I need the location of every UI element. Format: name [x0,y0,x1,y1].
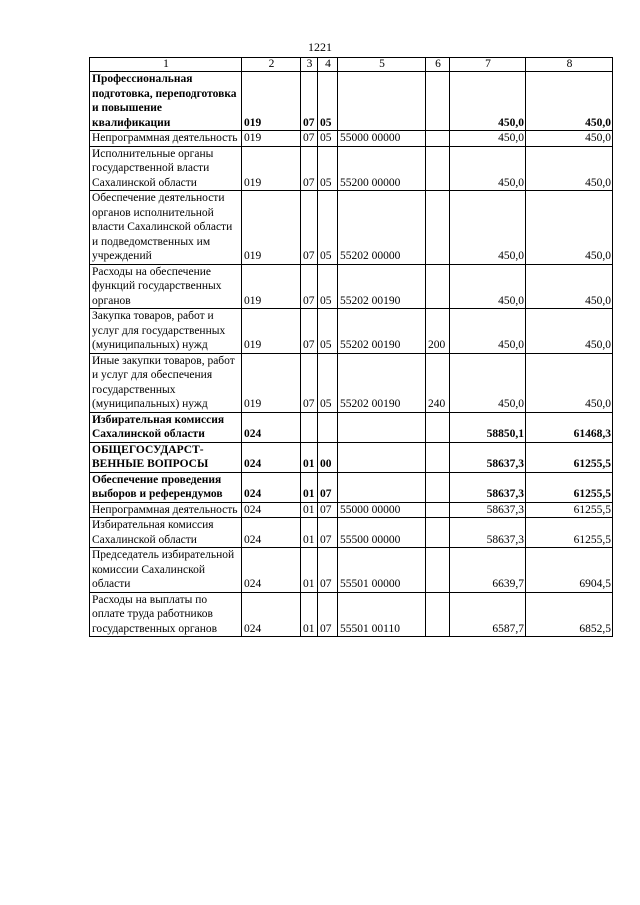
expense-type-code [426,502,450,518]
expense-type-code [426,72,450,131]
section-code: 07 [301,191,318,265]
table-row [90,309,613,354]
page-number: 1221 [308,40,332,54]
row-name: Расходы на выплаты по оплате труда работников государственных органов [90,592,242,637]
section-code: 07 [301,353,318,412]
amount-year-1: 450,0 [450,309,526,354]
subsection-code: 07 [318,548,338,593]
amount-year-1: 58850,1 [450,412,526,442]
column-header: 4 [318,58,338,72]
section-code: 07 [301,264,318,309]
amount-year-2: 450,0 [526,191,613,265]
expense-type-code: 200 [426,309,450,354]
subsection-code: 05 [318,353,338,412]
row-name: Обеспечение проведения выборов и референдумов [90,472,242,502]
amount-year-1: 450,0 [450,264,526,309]
amount-year-2: 450,0 [526,72,613,131]
admin-code: 019 [242,131,301,147]
table-row [90,131,613,147]
expense-type-code [426,191,450,265]
admin-code: 019 [242,264,301,309]
subsection-code [318,412,338,442]
subsection-code: 07 [318,592,338,637]
section-code: 01 [301,442,318,472]
column-header: 1 [90,58,242,72]
section-code: 07 [301,72,318,131]
table-row [90,264,613,309]
admin-code: 019 [242,72,301,131]
expense-type-code [426,146,450,191]
section-code: 01 [301,592,318,637]
subsection-code: 05 [318,309,338,354]
amount-year-2: 6904,5 [526,548,613,593]
target-article-code: 55501 00000 [338,548,426,593]
section-code: 07 [301,131,318,147]
section-code [301,412,318,442]
table-row [90,146,613,191]
target-article-code [338,72,426,131]
section-code: 01 [301,502,318,518]
subsection-code: 05 [318,131,338,147]
target-article-code: 55202 00190 [338,309,426,354]
amount-year-2: 61255,5 [526,472,613,502]
subsection-code: 05 [318,146,338,191]
table-row [90,592,613,637]
target-article-code [338,412,426,442]
expense-type-code [426,412,450,442]
row-name: Избирательная комиссия Сахалинской области [90,412,242,442]
amount-year-1: 58637,3 [450,518,526,548]
admin-code: 024 [242,592,301,637]
column-header: 5 [338,58,426,72]
target-article-code: 55501 00110 [338,592,426,637]
table-row [90,412,613,442]
row-name: Иные закупки товаров, работ и услуг для обеспечения государственных (муниципальных) нужд [90,353,242,412]
amount-year-2: 61255,5 [526,502,613,518]
admin-code: 019 [242,353,301,412]
column-header: 8 [526,58,613,72]
subsection-code: 07 [318,502,338,518]
table-row [90,502,613,518]
admin-code: 019 [242,191,301,265]
table-row [90,353,613,412]
amount-year-2: 61255,5 [526,442,613,472]
target-article-code: 55202 00190 [338,264,426,309]
row-name: Председатель избирательной комиссии Сахалинской области [90,548,242,593]
amount-year-1: 58637,3 [450,472,526,502]
amount-year-2: 450,0 [526,353,613,412]
table-row [90,191,613,265]
amount-year-2: 450,0 [526,309,613,354]
row-name: Закупка товаров, работ и услуг для государственных (муниципальных) нужд [90,309,242,354]
amount-year-1: 450,0 [450,131,526,147]
admin-code: 024 [242,548,301,593]
subsection-code: 05 [318,264,338,309]
target-article-code: 55202 00000 [338,191,426,265]
amount-year-1: 6587,7 [450,592,526,637]
expense-type-code: 240 [426,353,450,412]
row-name: Избирательная комиссия Сахалинской области [90,518,242,548]
section-code: 01 [301,548,318,593]
target-article-code: 55200 00000 [338,146,426,191]
admin-code: 024 [242,518,301,548]
expense-type-code [426,592,450,637]
table-row [90,72,613,131]
row-name: Непрограммная деятельность [90,131,242,147]
amount-year-1: 58637,3 [450,502,526,518]
target-article-code: 55000 00000 [338,131,426,147]
header-row [90,58,613,72]
subsection-code: 05 [318,72,338,131]
admin-code: 019 [242,146,301,191]
row-name: Непрограммная деятельность [90,502,242,518]
expense-type-code [426,518,450,548]
row-name: Расходы на обеспечение функций государственных органов [90,264,242,309]
amount-year-2: 6852,5 [526,592,613,637]
section-code: 01 [301,472,318,502]
admin-code: 024 [242,412,301,442]
amount-year-2: 61468,3 [526,412,613,442]
expense-type-code [426,442,450,472]
target-article-code: 55500 00000 [338,518,426,548]
amount-year-2: 450,0 [526,131,613,147]
target-article-code: 55202 00190 [338,353,426,412]
column-header: 3 [301,58,318,72]
amount-year-1: 450,0 [450,191,526,265]
row-name: Исполнительные органы государственной власти Сахалинской области [90,146,242,191]
amount-year-1: 450,0 [450,72,526,131]
expense-type-code [426,264,450,309]
admin-code: 024 [242,442,301,472]
column-header: 2 [242,58,301,72]
expense-type-code [426,472,450,502]
subsection-code: 05 [318,191,338,265]
admin-code: 024 [242,502,301,518]
row-name: ОБЩЕГОСУДАРСТ-ВЕННЫЕ ВОПРОСЫ [90,442,242,472]
column-header: 7 [450,58,526,72]
target-article-code: 55000 00000 [338,502,426,518]
amount-year-2: 450,0 [526,264,613,309]
amount-year-2: 61255,5 [526,518,613,548]
subsection-code: 07 [318,472,338,502]
row-name: Обеспечение деятельности органов исполнительной власти Сахалинской области и подведомственных им учреждений [90,191,242,265]
table-row [90,472,613,502]
table-row [90,518,613,548]
section-code: 07 [301,309,318,354]
amount-year-2: 450,0 [526,146,613,191]
amount-year-1: 450,0 [450,353,526,412]
admin-code: 024 [242,472,301,502]
section-code: 07 [301,146,318,191]
expense-type-code [426,131,450,147]
admin-code: 019 [242,309,301,354]
budget-table [89,57,613,637]
row-name: Профессиональная подготовка, переподготовка и повышение квалификации [90,72,242,131]
amount-year-1: 6639,7 [450,548,526,593]
amount-year-1: 58637,3 [450,442,526,472]
subsection-code: 07 [318,518,338,548]
table-row [90,548,613,593]
amount-year-1: 450,0 [450,146,526,191]
target-article-code [338,442,426,472]
target-article-code [338,472,426,502]
table-row [90,442,613,472]
section-code: 01 [301,518,318,548]
subsection-code: 00 [318,442,338,472]
expense-type-code [426,548,450,593]
column-header: 6 [426,58,450,72]
